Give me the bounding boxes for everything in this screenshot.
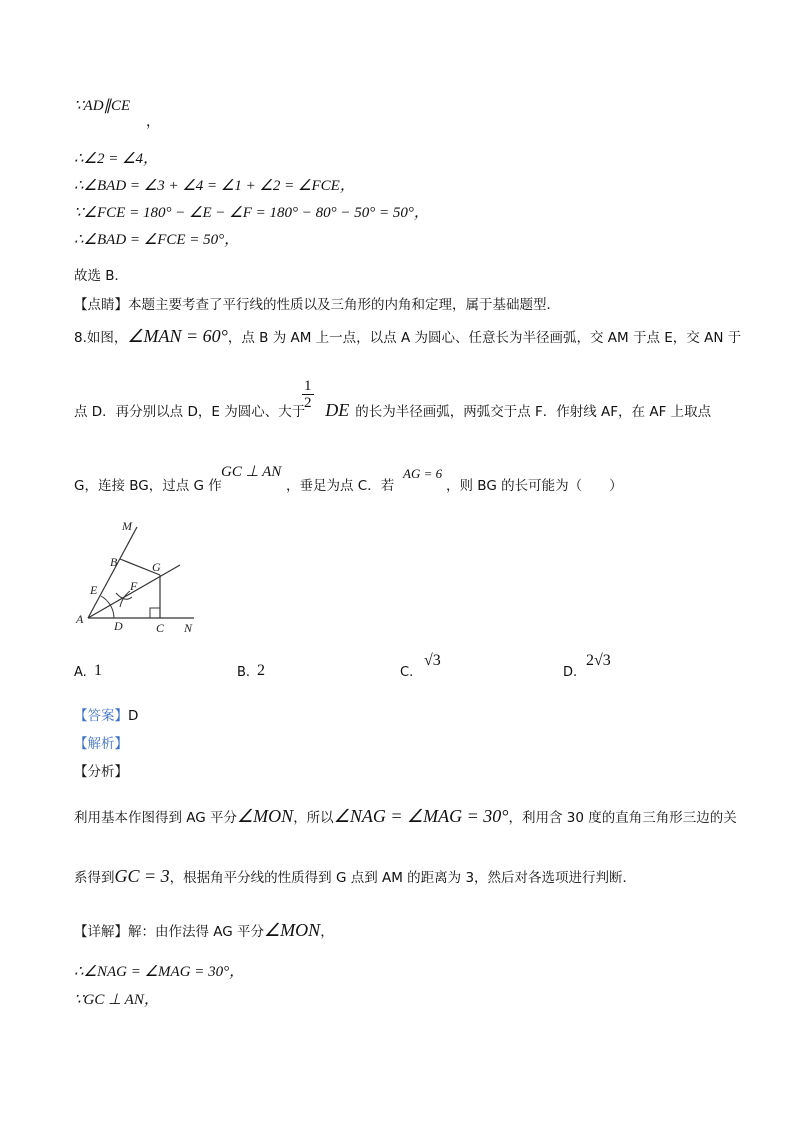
analysis-text-2 — [74, 866, 636, 888]
q8-text-b: ，点 B 为 AM 上一点，以点 A 为圆心、任意长为半径画弧，交 AM 于点 E，交 AN 于 — [227, 330, 742, 346]
option-b-letter: B. — [237, 665, 251, 680]
comma-text: ， — [146, 114, 160, 130]
a1-text-b: ，所以 — [293, 810, 334, 826]
option-c-value: √3 — [424, 652, 441, 669]
answer-value: D — [128, 708, 139, 724]
detail-tag: 【详解】 — [74, 924, 128, 940]
analysis-tag: 【解析】 — [74, 736, 128, 752]
fenxi-tag: 【分析】 — [74, 764, 128, 780]
line-angle2-eq-angle4: ∴∠2 = ∠4， — [74, 151, 159, 167]
q8-line3 — [74, 476, 222, 496]
detail-line — [74, 920, 334, 942]
q8-line3c — [446, 476, 623, 496]
line1-comma — [146, 112, 160, 132]
q8-text-g: ，则 BG 的长可能为（ ） — [446, 478, 623, 494]
q8-intro: 8.如图， — [74, 330, 128, 346]
label-c: C — [156, 621, 165, 635]
a2-gc-eq: GC = 3 — [114, 866, 170, 886]
detail-angle-eq: ∴∠NAG = ∠MAG = 30°， — [74, 964, 245, 980]
label-g: G — [152, 560, 161, 574]
fraction-numerator: 1 — [304, 378, 312, 394]
a1-angle-eq: ∠NAG = ∠MAG = 30° — [333, 806, 509, 826]
q8-text-e: G，连接 BG，过点 G 作 — [74, 478, 222, 494]
analysis-line — [74, 734, 128, 754]
a1-text-c: ，利用含 30 度的直角三角形三边的关 — [508, 810, 737, 826]
q8-text-c: 点 D．再分别以点 D，E 为圆心、大于 — [74, 404, 306, 420]
q8-gc-perp — [221, 462, 281, 482]
line-angle-bad-result: ∴∠BAD = ∠FCE = 50°， — [74, 232, 240, 248]
detail-text: 解：由作法得 AG 平分 — [128, 924, 265, 940]
option-b-value: 2 — [257, 662, 265, 679]
q8-line1 — [74, 326, 741, 348]
line-dianjing — [74, 295, 560, 315]
dianjing-text: 本题主要考查了平行线的性质以及三角形的内角和定理，属于基础题型． — [128, 297, 560, 313]
dianjing-tag: 【点睛】 — [74, 297, 128, 313]
q8-ag — [403, 464, 442, 484]
q8-text-d: 的长为半径画弧，两弧交于点 F．作射线 AF，在 AF 上取点 — [355, 404, 712, 420]
a1-angle-mon: ∠MON — [237, 806, 294, 826]
label-m: M — [122, 519, 132, 533]
label-e: E — [90, 583, 98, 597]
line-choose-b: 故选 B． — [74, 268, 129, 284]
q8-line3b — [286, 476, 394, 496]
ag-eq-6: AG = 6 — [403, 466, 443, 481]
fenxi-line — [74, 762, 128, 782]
q8-line2 — [74, 400, 711, 422]
option-c-letter: C. — [400, 665, 414, 680]
line-angle-bad-sum: ∴∠BAD = ∠3 + ∠4 = ∠1 + ∠2 = ∠FCE， — [74, 178, 355, 194]
fraction-denominator: 2 — [304, 395, 312, 411]
answer-tag: 【答案】 — [74, 708, 128, 724]
ad-parallel-ce-text: ∵AD∥CE — [74, 98, 131, 114]
label-d: D — [114, 619, 123, 633]
label-b: B — [110, 555, 118, 569]
label-n: N — [184, 621, 193, 635]
detail-comma: ， — [320, 924, 334, 940]
label-f: F — [130, 579, 138, 593]
line-angle-fce-calc: ∵∠FCE = 180° − ∠E − ∠F = 180° − 80° − 50° = 50°， — [74, 205, 429, 221]
a1-text: 利用基本作图得到 AG 平分 — [74, 810, 238, 826]
analysis-text-1 — [74, 806, 737, 828]
option-d-letter: D. — [563, 665, 578, 680]
option-d-value: 2√3 — [586, 652, 611, 669]
line-ad-parallel-ce — [74, 96, 130, 116]
gc-perp-an: GC ⊥ AN — [221, 464, 282, 480]
answer-line — [74, 706, 138, 726]
detail-angle-mon: ∠MON — [264, 920, 321, 940]
q8-de: DE — [325, 400, 350, 420]
detail-gc-perp: ∵GC ⊥ AN， — [74, 992, 159, 1008]
geometry-figure — [70, 515, 210, 640]
q8-angle-man: ∠MAN = 60° — [127, 326, 228, 346]
option-a-letter: A. — [74, 665, 87, 680]
option-a-value: 1 — [94, 662, 102, 679]
label-a: A — [76, 612, 84, 626]
a2-text: 系得到 — [74, 870, 115, 886]
right-angle-mark — [150, 608, 160, 618]
a2-text-b: ，根据角平分线的性质得到 G 点到 AM 的距离为 3，然后对各选项进行判断． — [169, 870, 637, 886]
q8-text-f: ，垂足为点 C．若 — [286, 478, 395, 494]
